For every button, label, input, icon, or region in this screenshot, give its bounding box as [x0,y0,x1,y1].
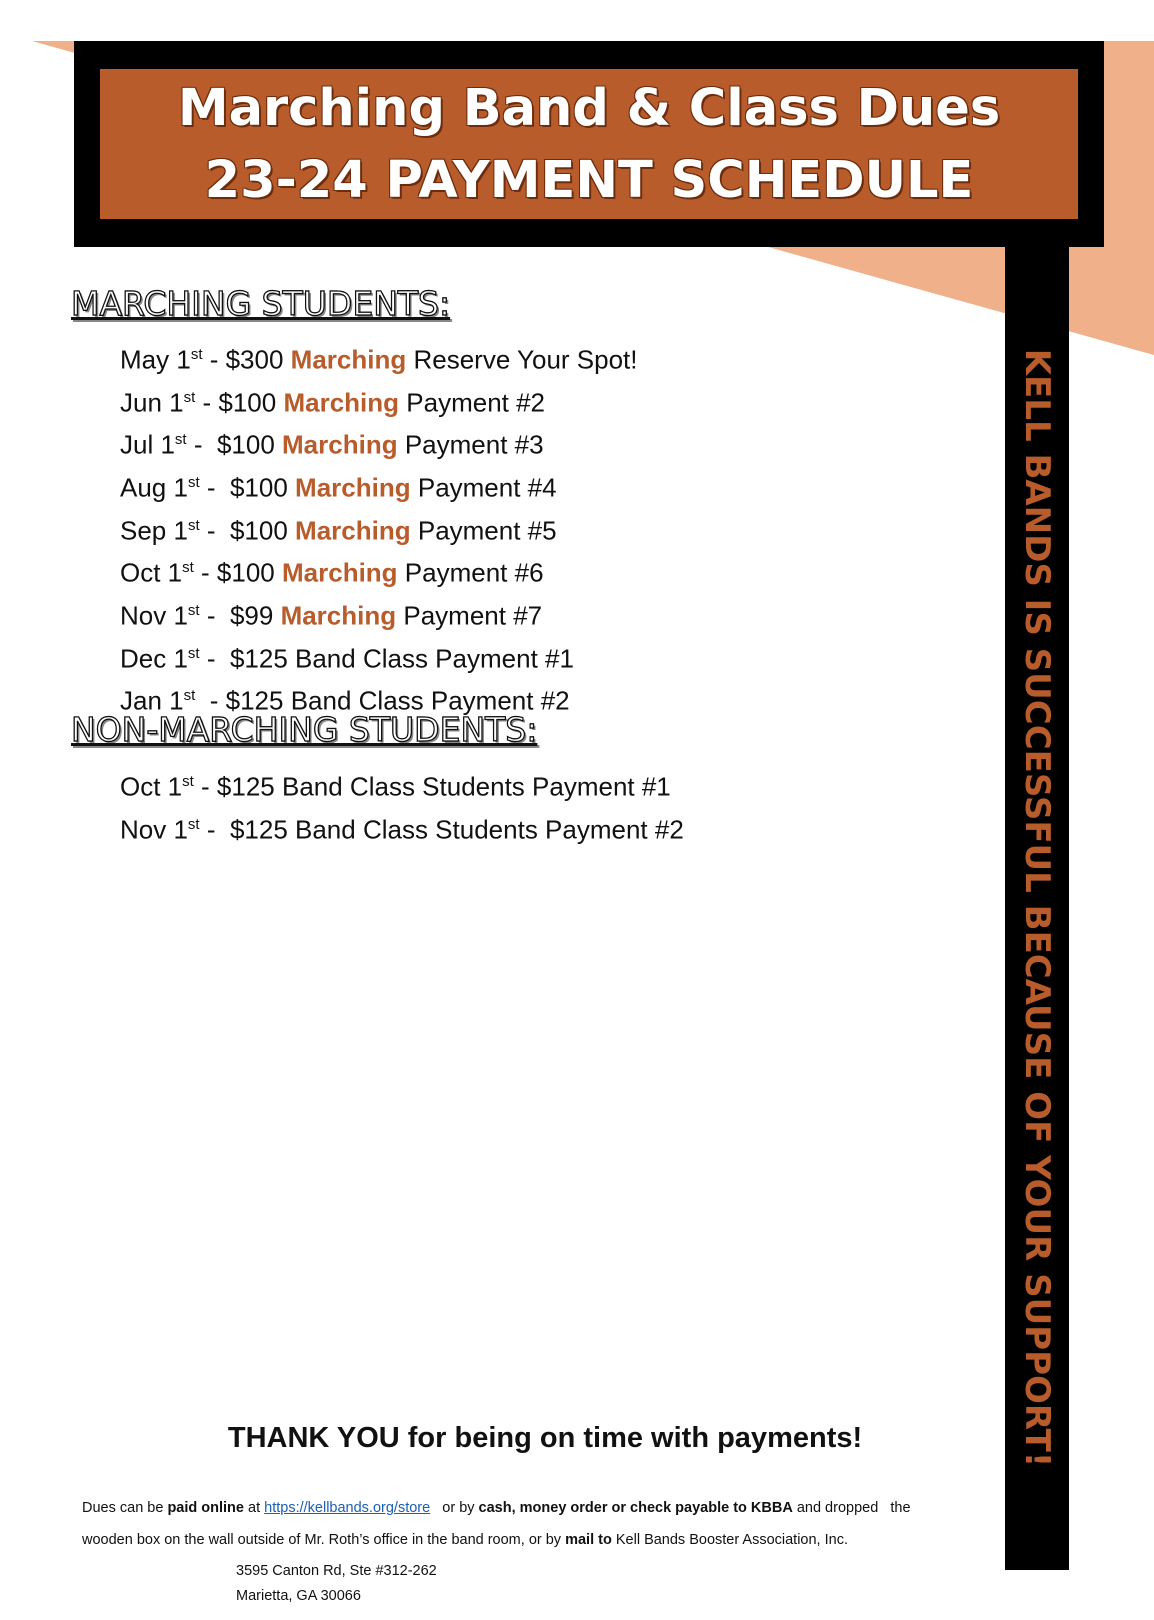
payment-amount: $100 [216,557,275,588]
address-line-1: 3595 Canton Rd, Ste #312-262 [236,1563,437,1579]
payment-date-suffix: st [183,388,196,406]
payment-item [120,806,684,849]
payment-month: May 1 [120,344,191,375]
payment-amount: $100 [216,429,275,460]
footer-bold: mail to [565,1532,612,1548]
payment-month: Nov 1 [120,600,188,631]
page-subtitle: 23-24 PAYMENT SCHEDULE [204,151,974,210]
payment-month: Oct 1 [120,771,183,802]
payment-month: Jun 1 [120,387,184,418]
store-link[interactable]: https://kellbands.org/store [264,1500,431,1516]
payment-type-highlight: Marching [295,515,411,546]
payment-month: Jul 1 [120,429,175,460]
payment-type-highlight: Marching [282,429,398,460]
footer-line-2 [82,1532,848,1548]
footer-bold: cash, money order or check payable to KBBA [478,1500,793,1516]
payment-date-suffix: st [174,431,187,449]
non-marching-section-title: NON-MARCHING STUDENTS: [71,710,538,749]
marching-section-title: MARCHING STUDENTS: [71,284,451,323]
payment-type-highlight: Marching [283,387,400,418]
payment-item [120,464,638,507]
payment-separator: - [195,685,226,716]
page-title: Marching Band & Class Dues [177,79,1001,138]
payment-item [120,421,638,464]
payment-description: Payment #2 [399,387,546,418]
payment-type-highlight: Marching [290,344,407,375]
footer-text: Kell Bands Booster Association, Inc. [611,1532,848,1548]
payment-amount: $125 [229,643,288,674]
payment-month: Oct 1 [120,557,183,588]
footer-text: Dues can be [82,1500,168,1516]
thank-you-message: THANK YOU for being on time with payments! [227,1422,863,1454]
payment-separator: - [199,515,230,546]
payment-amount: $100 [229,472,288,503]
payment-description: Band Class Payment #1 [287,643,574,674]
payment-type-highlight: Marching [280,600,397,631]
payment-type-highlight: Marching [282,557,398,588]
payment-date-suffix: st [187,644,200,662]
footer-bold: paid online [167,1500,244,1516]
payment-separator: - [199,472,230,503]
payment-description: Band Class Students Payment #2 [287,814,684,845]
payment-amount: $125 [216,771,275,802]
payment-amount: $99 [229,600,274,631]
footer-text: at [243,1500,265,1516]
payment-separator: - [199,814,230,845]
side-banner-text: KELL BANDS IS SUCCESSFUL BECAUSE OF YOUR SUPPORT! [1017,348,1057,1468]
payment-item [120,635,638,678]
payment-date-suffix: st [187,516,200,534]
payment-description: Payment #6 [397,557,544,588]
payment-separator: - [193,771,217,802]
payment-date-suffix: st [187,601,200,619]
payment-item [120,336,638,379]
payment-item [120,379,638,422]
payment-date-suffix: st [190,346,203,363]
payment-month: Jan 1 [120,685,184,716]
footer-line-1 [82,1500,911,1516]
payment-description: Payment #5 [410,515,557,546]
payment-date-suffix: st [187,473,200,491]
payment-date-suffix: st [183,687,196,705]
payment-date-suffix: st [182,559,194,577]
payment-item [120,592,638,635]
payment-description: Payment #4 [410,472,557,503]
payment-amount: $100 [229,515,288,546]
payment-separator: - [202,344,226,375]
payment-separator: - [199,643,230,674]
payment-separator: - [193,557,217,588]
payment-item [120,507,638,550]
payment-description: Payment #3 [397,429,544,460]
payment-description: Reserve Your Spot! [406,344,638,375]
payment-date-suffix: st [187,815,200,833]
payment-amount: $300 [225,344,284,375]
non-marching-payment-list [120,763,684,848]
payment-item [120,549,638,592]
payment-type-highlight: Marching [295,472,411,503]
payment-separator: - [195,387,219,418]
payment-month: Dec 1 [120,643,188,674]
payment-separator: - [199,600,230,631]
payment-month: Nov 1 [120,814,188,845]
payment-description: Band Class Payment #2 [283,685,570,716]
payment-amount: $100 [218,387,277,418]
footer-text: or by [430,1500,479,1516]
payment-date-suffix: st [182,773,194,790]
payment-month: Sep 1 [120,515,188,546]
payment-description: Payment #7 [396,600,543,631]
payment-description: Band Class Students Payment #1 [274,771,671,802]
footer-text: and dropped the [792,1500,911,1516]
marching-payment-list [120,336,638,720]
footer-text: wooden box on the wall outside of Mr. Roth’s office in the band room, or by [82,1532,566,1548]
payment-month: Aug 1 [120,472,188,503]
payment-amount: $125 [229,814,288,845]
address-line-2: Marietta, GA 30066 [236,1588,361,1604]
payment-item [120,763,684,806]
payment-amount: $125 [225,685,284,716]
header-banner [100,69,1078,219]
payment-separator: - [186,429,217,460]
